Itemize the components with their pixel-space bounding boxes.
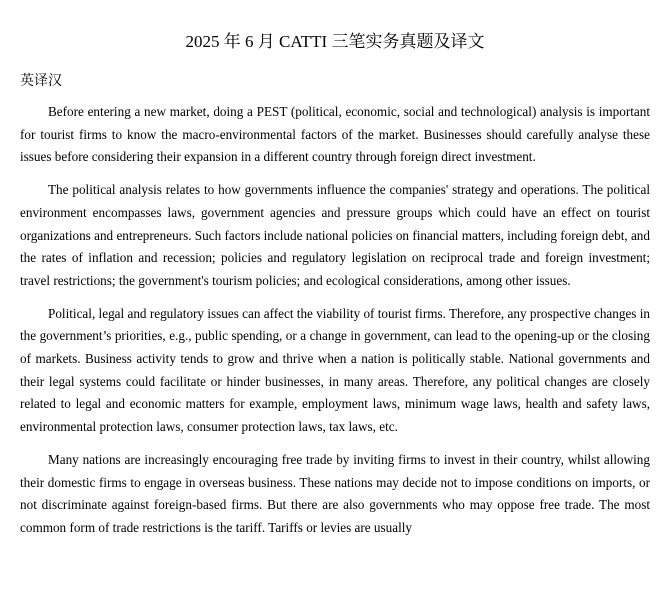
paragraph-4: Many nations are increasingly encouraging free trade by inviting firms to invest in their country, whilst allowing their domestic firms to engage in overseas business. These nations may decide not to impose conditions on imports, or not discriminate against foreign-based firms. But there are also governments who may oppose free trade. The most common form of trade restrictions is the tariff. Tariffs or levies are usually	[20, 451, 650, 535]
document-page	[20, 0, 650, 540]
section-label: 英译汉	[20, 74, 62, 89]
document-title: 2025 年 6 月 CATTI 三笔实务真题及译文	[185, 32, 485, 51]
paragraph-3: Political, legal and regulatory issues can affect the viability of tourist firms. Therefore, any prospective changes in the government’s priorities, e.g., public spending, or a change in government, can lead to the opening-up or the closing of markets. Business activity tends to grow and thrive when a nation is politically stable. National governments and their legal systems could facilitate or hinder businesses, in many areas. Therefore, any political changes are closely related to legal and economic matters for example, employment laws, minimum wage laws, health and safety laws, environmental protection laws, consumer protection laws, tax laws, etc.	[20, 305, 650, 435]
paragraph-2: The political analysis relates to how governments influence the companies' strategy and operations. The political environment encompasses laws, government agencies and pressure groups which could have an effect on tourist organizations and entrepreneurs. Such factors include national policies on financial matters, including foreign debt, and the rates of inflation and recession; policies and regulatory legislation on reciprocal trade and foreign investment; travel restrictions; the government's tourism policies; and ecological considerations, among other issues.	[20, 182, 650, 288]
paragraph-1: Before entering a new market, doing a PEST (political, economic, social and technological) analysis is important for tourist firms to know the macro-environmental factors of the market. Businesses should carefully analyse these issues before considering their expansion in a different country through foreign direct investment.	[20, 104, 650, 165]
